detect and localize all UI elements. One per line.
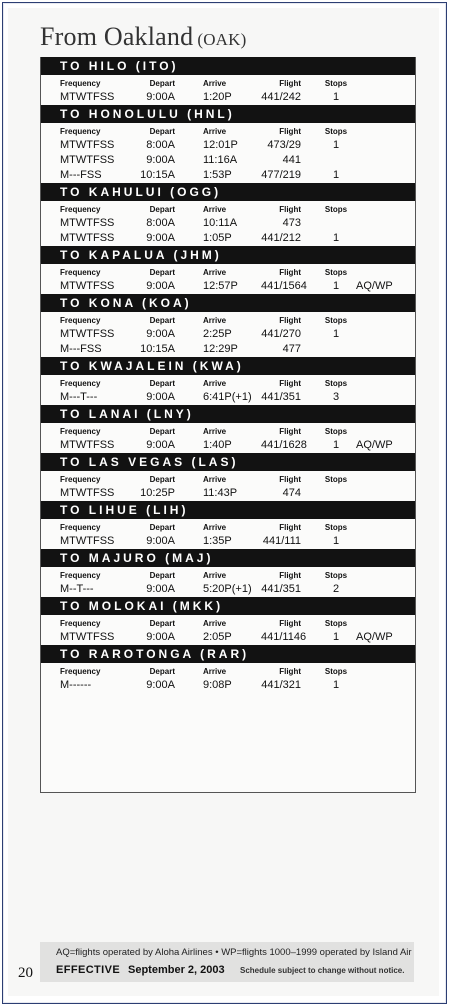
flight-frequency: MTWTFSS <box>60 328 115 340</box>
column-header-flight: Flight <box>279 619 301 628</box>
flight-row <box>41 231 415 246</box>
flight-frequency: M------ <box>60 679 92 691</box>
route-section <box>41 357 415 405</box>
flight-depart: 9:00A <box>146 439 175 451</box>
footer-box <box>40 942 414 982</box>
flight-depart: 9:00A <box>146 535 175 547</box>
title-airport-code: (OAK) <box>197 30 247 49</box>
flight-depart: 9:00A <box>146 631 175 643</box>
flight-stops: 3 <box>332 391 340 403</box>
route-section <box>41 405 415 453</box>
flight-frequency: M---FSS <box>60 343 102 355</box>
column-header-stops: Stops <box>324 127 348 136</box>
column-header-frequency: Frequency <box>60 667 101 676</box>
route-heading: TO KONA (KOA) <box>41 294 415 312</box>
flight-arrive: 2:25P <box>203 328 232 340</box>
flight-stops: 2 <box>332 583 340 595</box>
column-header-flight: Flight <box>279 475 301 484</box>
column-header-depart: Depart <box>149 79 175 88</box>
flight-depart: 9:00A <box>146 679 175 691</box>
flight-arrive: 1:35P <box>203 535 232 547</box>
flight-flight: 441 <box>282 154 301 166</box>
column-header-depart: Depart <box>149 427 175 436</box>
flight-arrive: 1:05P <box>203 232 232 244</box>
column-header-row <box>41 312 415 327</box>
flight-arrive: 11:43P <box>203 487 238 499</box>
route-heading: TO KAPALUA (JHM) <box>41 246 415 264</box>
column-header-stops: Stops <box>324 205 348 214</box>
column-header-frequency: Frequency <box>60 427 101 436</box>
flight-row <box>41 438 415 453</box>
column-header-depart: Depart <box>149 268 175 277</box>
title-text: From Oakland <box>40 22 194 51</box>
flight-depart: 9:00A <box>146 328 175 340</box>
column-header-row <box>41 615 415 630</box>
flight-depart: 8:00A <box>146 139 175 151</box>
column-header-stops: Stops <box>324 79 348 88</box>
flight-depart: 9:00A <box>146 154 175 166</box>
column-header-flight: Flight <box>279 667 301 676</box>
flight-operator-note: AQ/WP <box>356 439 393 451</box>
column-header-depart: Depart <box>149 619 175 628</box>
flight-frequency: MTWTFSS <box>60 217 115 229</box>
flight-stops: 1 <box>332 439 340 451</box>
column-header-stops: Stops <box>324 316 348 325</box>
column-header-frequency: Frequency <box>60 268 101 277</box>
column-header-flight: Flight <box>279 316 301 325</box>
route-section <box>41 453 415 501</box>
flight-stops: 1 <box>332 139 340 151</box>
flight-arrive: 1:20P <box>203 91 232 103</box>
column-header-row <box>41 75 415 90</box>
flight-row <box>41 630 415 645</box>
flight-row <box>41 342 415 357</box>
route-section <box>41 183 415 246</box>
flight-flight: 441/212 <box>261 232 301 244</box>
column-header-row <box>41 123 415 138</box>
column-header-flight: Flight <box>279 379 301 388</box>
flight-flight: 473/29 <box>267 139 301 151</box>
column-header-row <box>41 567 415 582</box>
flight-stops: 1 <box>332 679 340 691</box>
route-section <box>41 57 415 105</box>
column-header-row <box>41 519 415 534</box>
flight-operator-note: AQ/WP <box>356 280 393 292</box>
flight-depart: 9:00A <box>146 583 175 595</box>
flight-flight: 441/1628 <box>261 439 307 451</box>
column-header-flight: Flight <box>279 127 301 136</box>
flight-flight: 474 <box>282 487 301 499</box>
flight-row <box>41 168 415 183</box>
flight-depart: 8:00A <box>146 217 175 229</box>
flight-depart: 9:00A <box>146 232 175 244</box>
flight-row <box>41 582 415 597</box>
flight-flight: 477/219 <box>261 169 301 181</box>
flight-arrive: 12:57P <box>203 280 238 292</box>
flight-frequency: M---T--- <box>60 391 98 403</box>
route-heading: TO MAJURO (MAJ) <box>41 549 415 567</box>
column-header-frequency: Frequency <box>60 205 101 214</box>
column-header-flight: Flight <box>279 205 301 214</box>
column-header-stops: Stops <box>324 427 348 436</box>
flight-frequency: MTWTFSS <box>60 487 115 499</box>
flight-frequency: M---FSS <box>60 169 102 181</box>
column-header-frequency: Frequency <box>60 316 101 325</box>
flight-flight: 441/1146 <box>261 631 307 643</box>
column-header-stops: Stops <box>324 619 348 628</box>
flight-row <box>41 327 415 342</box>
flight-frequency: MTWTFSS <box>60 139 115 151</box>
flight-arrive: 1:53P <box>203 169 232 181</box>
column-header-arrive: Arrive <box>203 667 227 676</box>
flight-row <box>41 534 415 549</box>
route-section <box>41 597 415 645</box>
flight-frequency: MTWTFSS <box>60 154 115 166</box>
flight-arrive: 11:16A <box>203 154 238 166</box>
column-header-stops: Stops <box>324 475 348 484</box>
flight-depart: 9:00A <box>146 280 175 292</box>
column-header-depart: Depart <box>149 523 175 532</box>
column-header-arrive: Arrive <box>203 127 227 136</box>
flight-arrive: 1:40P <box>203 439 232 451</box>
schedule-table <box>40 57 416 793</box>
legend-text: AQ=flights operated by Aloha Airlines • WP=flights 1000–1999 operated by Island Air <box>56 947 412 958</box>
flight-depart: 10:15A <box>140 343 175 355</box>
column-header-arrive: Arrive <box>203 316 227 325</box>
column-header-flight: Flight <box>279 79 301 88</box>
column-header-stops: Stops <box>324 379 348 388</box>
column-header-arrive: Arrive <box>203 475 227 484</box>
column-header-arrive: Arrive <box>203 571 227 580</box>
flight-operator-note: AQ/WP <box>356 631 393 643</box>
column-header-row <box>41 264 415 279</box>
column-header-frequency: Frequency <box>60 571 101 580</box>
flight-arrive: 12:29P <box>203 343 238 355</box>
route-heading: TO HONOLULU (HNL) <box>41 105 415 123</box>
column-header-depart: Depart <box>149 379 175 388</box>
column-header-flight: Flight <box>279 268 301 277</box>
column-header-row <box>41 201 415 216</box>
flight-arrive: 2:05P <box>203 631 232 643</box>
flight-row <box>41 138 415 153</box>
flight-frequency: MTWTFSS <box>60 631 115 643</box>
flight-flight: 441/321 <box>261 679 301 691</box>
flight-stops: 1 <box>332 631 340 643</box>
route-heading: TO KAHULUI (OGG) <box>41 183 415 201</box>
flight-frequency: MTWTFSS <box>60 439 115 451</box>
column-header-flight: Flight <box>279 523 301 532</box>
column-header-stops: Stops <box>324 571 348 580</box>
route-section <box>41 105 415 183</box>
flight-stops: 1 <box>332 91 340 103</box>
route-section <box>41 501 415 549</box>
flight-row <box>41 678 415 693</box>
effective-label: EFFECTIVE <box>56 964 121 976</box>
column-header-depart: Depart <box>149 667 175 676</box>
column-header-frequency: Frequency <box>60 79 101 88</box>
route-heading: TO KWAJALEIN (KWA) <box>41 357 415 375</box>
column-header-flight: Flight <box>279 427 301 436</box>
flight-row <box>41 486 415 501</box>
flight-row <box>41 216 415 231</box>
column-header-depart: Depart <box>149 316 175 325</box>
flight-flight: 441/351 <box>261 583 301 595</box>
flight-flight: 441/242 <box>261 91 301 103</box>
route-section <box>41 645 415 693</box>
route-section <box>41 294 415 357</box>
flight-frequency: MTWTFSS <box>60 91 115 103</box>
flight-depart: 10:15A <box>140 169 175 181</box>
flight-row <box>41 153 415 168</box>
route-section <box>41 549 415 597</box>
column-header-arrive: Arrive <box>203 523 227 532</box>
flight-stops: 1 <box>332 328 340 340</box>
column-header-frequency: Frequency <box>60 523 101 532</box>
flight-row <box>41 390 415 405</box>
page-title <box>40 22 246 52</box>
flight-flight: 441/1564 <box>261 280 307 292</box>
flight-arrive: 12:01P <box>203 139 238 151</box>
column-header-arrive: Arrive <box>203 79 227 88</box>
flight-depart: 9:00A <box>146 391 175 403</box>
route-heading: TO MOLOKAI (MKK) <box>41 597 415 615</box>
flight-flight: 441/270 <box>261 328 301 340</box>
column-header-flight: Flight <box>279 571 301 580</box>
flight-arrive: 6:41P(+1) <box>203 391 252 403</box>
column-header-arrive: Arrive <box>203 205 227 214</box>
flight-stops: 1 <box>332 280 340 292</box>
flight-flight: 441/111 <box>262 535 301 547</box>
page-number: 20 <box>18 965 33 981</box>
column-header-row <box>41 423 415 438</box>
flight-frequency: MTWTFSS <box>60 280 115 292</box>
flight-depart: 9:00A <box>146 91 175 103</box>
route-heading: TO RAROTONGA (RAR) <box>41 645 415 663</box>
column-header-frequency: Frequency <box>60 475 101 484</box>
flight-stops: 1 <box>332 232 340 244</box>
column-header-frequency: Frequency <box>60 127 101 136</box>
flight-arrive: 10:11A <box>203 217 238 229</box>
column-header-stops: Stops <box>324 268 348 277</box>
column-header-depart: Depart <box>149 127 175 136</box>
column-header-frequency: Frequency <box>60 379 101 388</box>
flight-arrive: 5:20P(+1) <box>203 583 252 595</box>
flight-frequency: MTWTFSS <box>60 535 115 547</box>
flight-row <box>41 279 415 294</box>
column-header-arrive: Arrive <box>203 379 227 388</box>
column-header-arrive: Arrive <box>203 268 227 277</box>
route-section <box>41 246 415 294</box>
flight-flight: 473 <box>282 217 301 229</box>
column-header-depart: Depart <box>149 475 175 484</box>
column-header-stops: Stops <box>324 523 348 532</box>
column-header-row <box>41 375 415 390</box>
flight-depart: 10:25P <box>140 487 175 499</box>
column-header-stops: Stops <box>324 667 348 676</box>
column-header-arrive: Arrive <box>203 619 227 628</box>
column-header-row <box>41 471 415 486</box>
column-header-row <box>41 663 415 678</box>
column-header-arrive: Arrive <box>203 427 227 436</box>
flight-flight: 441/351 <box>261 391 301 403</box>
flight-arrive: 9:08P <box>203 679 232 691</box>
flight-frequency: MTWTFSS <box>60 232 115 244</box>
flight-stops: 1 <box>332 169 340 181</box>
route-heading: TO LAS VEGAS (LAS) <box>41 453 415 471</box>
flight-flight: 477 <box>282 343 301 355</box>
flight-row <box>41 90 415 105</box>
route-heading: TO LIHUE (LIH) <box>41 501 415 519</box>
route-heading: TO LANAI (LNY) <box>41 405 415 423</box>
column-header-frequency: Frequency <box>60 619 101 628</box>
column-header-depart: Depart <box>149 205 175 214</box>
effective-date: September 2, 2003 <box>128 964 225 976</box>
route-heading: TO HILO (ITO) <box>41 57 415 75</box>
flight-frequency: M--T--- <box>60 583 94 595</box>
flight-stops: 1 <box>332 535 340 547</box>
column-header-depart: Depart <box>149 571 175 580</box>
change-notice: Schedule subject to change without notice. <box>240 966 405 975</box>
